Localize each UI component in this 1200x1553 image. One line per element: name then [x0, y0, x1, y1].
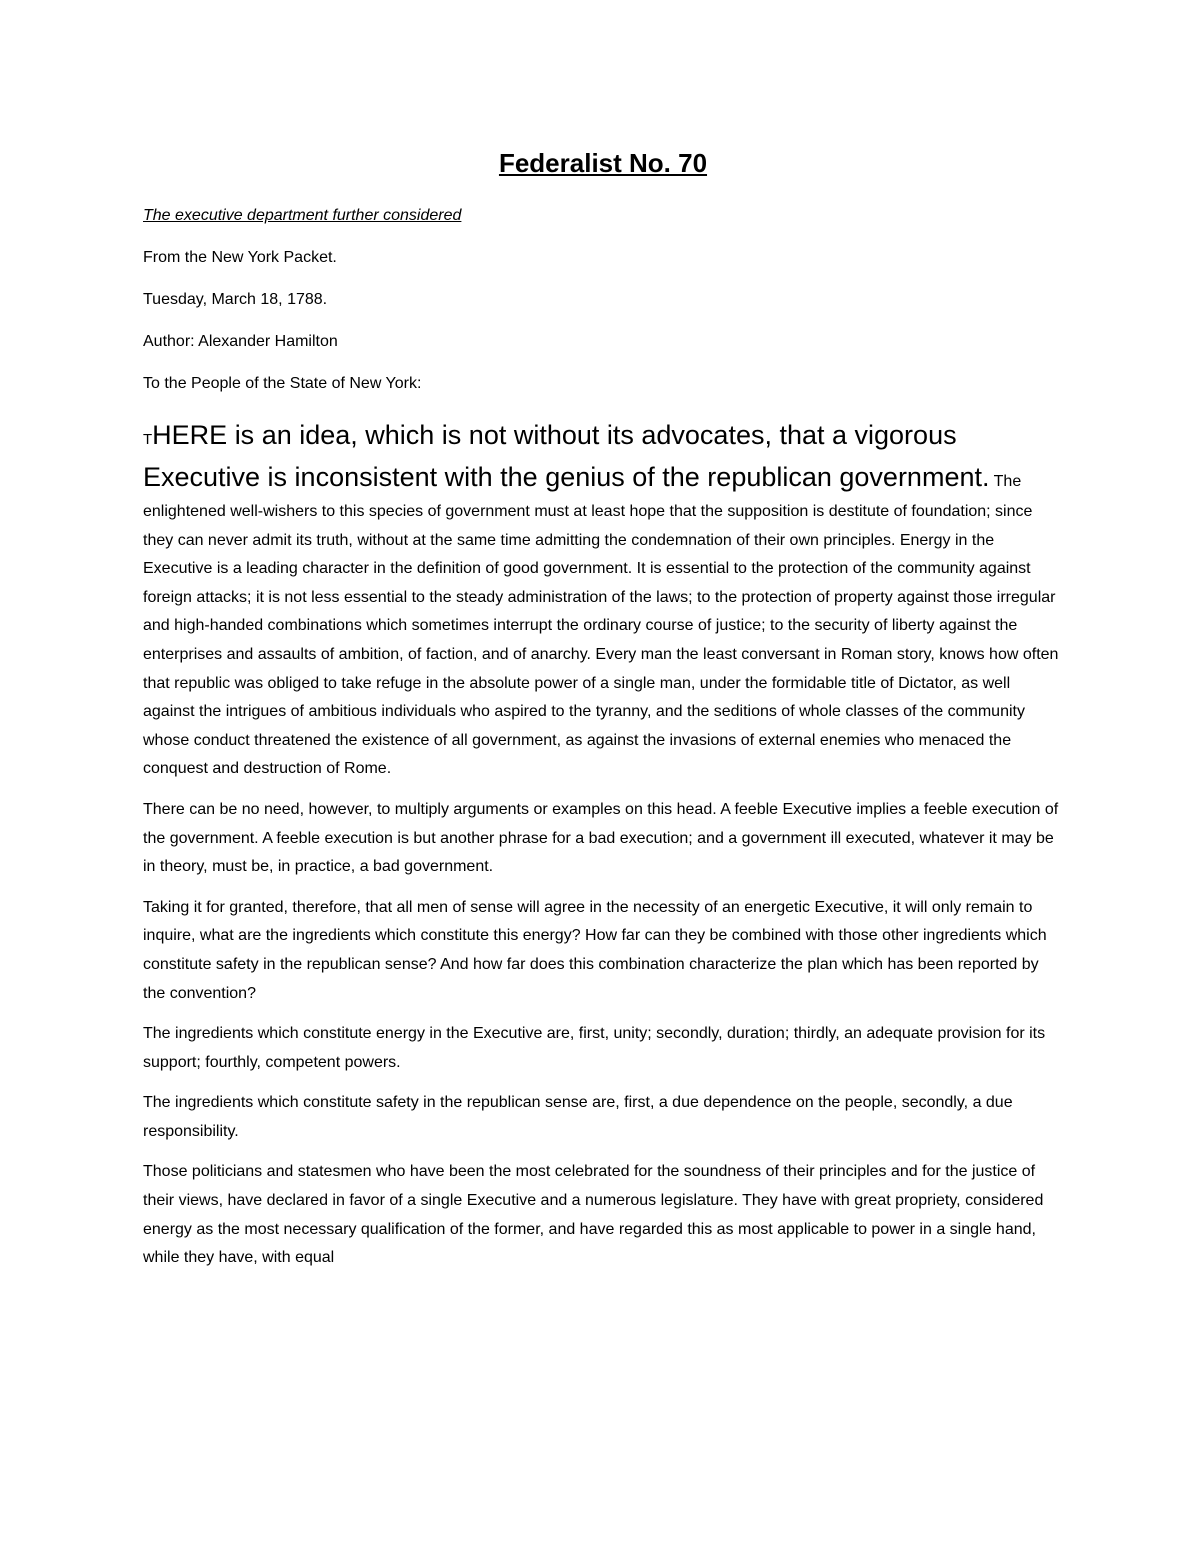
paragraph-5: The ingredients which constitute safety in the republican sense are, first, a due dependence on the people, secondly, a due responsibility. — [143, 1094, 1013, 1140]
paragraph-1-body: The enlightened well-wishers to this species of government must at least hope that the supposition is destitute of foundation; since they can never admit its truth, without at the same time admitting the condemnation of their own principles. Energy in the Executive is a leading character in the definition of good government. It is essential to the protection of the community against foreign attacks; it is not less essential to the steady administration of the laws; to the protection of property against those irregular and high-handed combinations which sometimes interrupt the ordinary course of justice; to the security of liberty against the enterprises and assaults of ambition, of faction, and of anarchy. Every man the least conversant in Roman story, knows how often that republic was obliged to take refuge in the absolute power of a single man, under the formidable title of Dictator, as well against the intrigues of ambitious individuals who aspired to the tyranny, and the seditions of whole classes of the community whose conduct threatened the existence of all government, as against the invasions of external enemies who menaced the conquest and destruction of Rome. — [143, 473, 1059, 778]
paragraph-2: There can be no need, however, to multiply arguments or examples on this head. A feeble Executive implies a feeble execution of the government. A feeble execution is but another phrase for a bad execution; and a government ill executed, whatever it may be in theory, must be, in practice, a bad government. — [143, 800, 1059, 876]
document-source: From the New York Packet. — [143, 249, 337, 266]
document-date: Tuesday, March 18, 1788. — [143, 291, 328, 308]
paragraph-1 — [143, 414, 1063, 784]
paragraph-6: Those politicians and statesmen who have been the most celebrated for the soundness of their principles and for the justice of their views, have declared in favor of a single Executive and a numerous legislature. They have with great propriety, considered energy as the most necessary qualification of the former, and have regarded this as most applicable to power in a single hand, while they have, with equal — [143, 1163, 1044, 1267]
document-salutation: To the People of the State of New York: — [143, 375, 422, 392]
paragraph-4: The ingredients which constitute energy in the Executive are, first, unity; secondly, duration; thirdly, an adequate provision for its support; fourthly, competent powers. — [143, 1025, 1046, 1071]
drop-initial: T — [143, 431, 153, 448]
document-body — [143, 146, 1063, 1285]
document-subtitle-line — [143, 206, 1063, 226]
lead-sentence: HERE is an idea, which is not without its advocates, that a vigorous Executive is inconsistent with the genius of the republican government. — [143, 420, 990, 492]
document-author: Author: Alexander Hamilton — [143, 333, 338, 350]
paragraph-3: Taking it for granted, therefore, that all men of sense will agree in the necessity of an energetic Executive, it will only remain to inquire, what are the ingredients which constitute this energy? How far can they be combined with those other ingredients which constitute safety in the republican sense? And how far does this combination characterize the plan which has been reported by the convention? — [143, 898, 1047, 1002]
document-title: Federalist No. 70 — [498, 148, 708, 178]
document-subtitle: The executive department further considered — [143, 207, 462, 224]
